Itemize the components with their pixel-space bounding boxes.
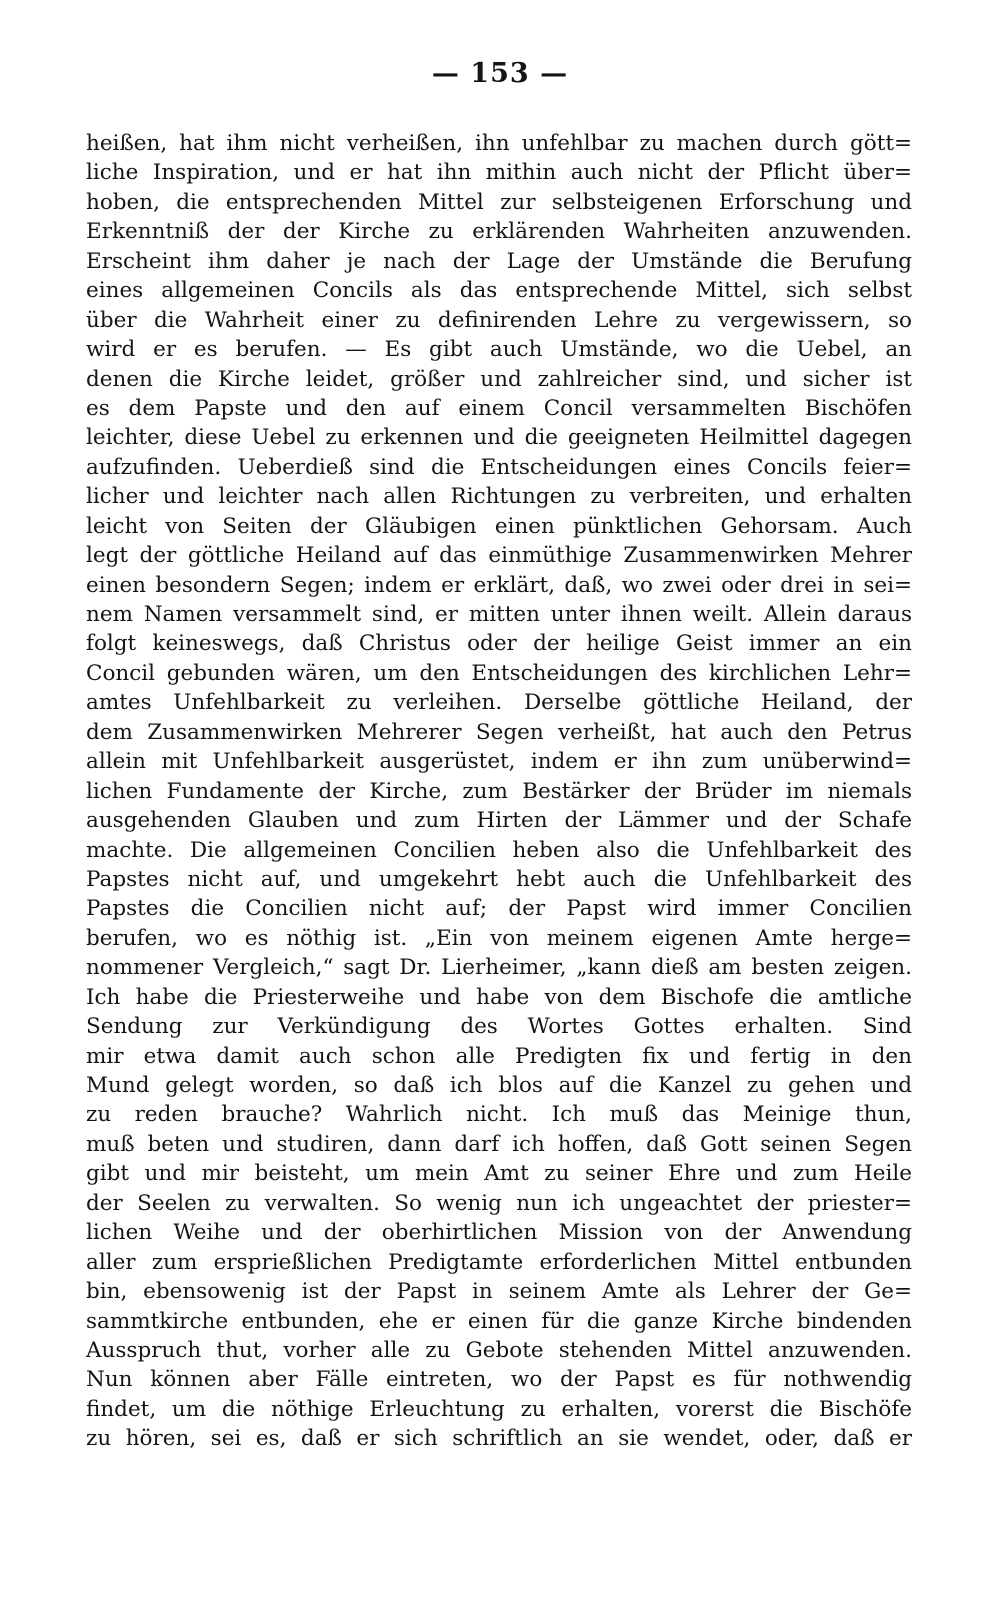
text-line: Ausspruch thut, vorher alle zu Gebote stehenden Mittel anzuwenden.: [86, 1337, 912, 1363]
text-line: eines allgemeinen Concils als das entsprechende Mittel, sich selbst: [86, 278, 912, 304]
text-line: zu reden brauche? Wahrlich nicht. Ich muß das Meinige thun,: [86, 1102, 912, 1128]
text-line: lichen Weihe und der oberhirtlichen Mission von der Anwendung: [86, 1220, 912, 1246]
text-line: nommener Vergleich,“ sagt Dr. Lierheimer, „kann dieß am besten zeigen.: [86, 955, 912, 981]
text-line: wird er es berufen. — Es gibt auch Umstände, wo die Uebel, an: [86, 337, 912, 363]
text-line: muß beten und studiren, dann darf ich hoffen, daß Gott seinen Segen: [86, 1131, 912, 1157]
text-line: allein mit Unfehlbarkeit ausgerüstet, indem er ihn zum unüberwind=: [86, 749, 912, 775]
text-line: lichen Fundamente der Kirche, zum Bestärker der Brüder im niemals: [86, 778, 912, 804]
text-line: licher und leichter nach allen Richtungen zu verbreiten, und erhalten: [86, 484, 912, 510]
text-line: hoben, die entsprechenden Mittel zur selbsteigenen Erforschung und: [86, 189, 912, 215]
body-text: [86, 129, 912, 1454]
text-line: mir etwa damit auch schon alle Predigten fix und fertig in den: [86, 1043, 912, 1069]
text-line: Concil gebunden wären, um den Entscheidungen des kirchlichen Lehr=: [86, 660, 912, 686]
text-line: es dem Papste und den auf einem Concil versammelten Bischöfen: [86, 395, 912, 421]
text-line: leicht von Seiten der Gläubigen einen pünktlichen Gehorsam. Auch: [86, 513, 912, 539]
text-line: heißen, hat ihm nicht verheißen, ihn unfehlbar zu machen durch gött=: [86, 131, 912, 156]
text-line: amtes Unfehlbarkeit zu verleihen. Derselbe göttliche Heiland, der: [86, 690, 912, 716]
text-line: aufzufinden. Ueberdieß sind die Entscheidungen eines Concils feier=: [86, 454, 912, 480]
text-line: berufen, wo es nöthig ist. „Ein von meinem eigenen Amte herge=: [86, 925, 912, 951]
text-line: machte. Die allgemeinen Concilien heben also die Unfehlbarkeit des: [86, 837, 912, 863]
text-line: sammtkirche entbunden, ehe er einen für die ganze Kirche bindenden: [86, 1308, 912, 1334]
text-line: aller zum ersprießlichen Predigtamte erforderlichen Mittel entbunden: [86, 1249, 912, 1275]
text-line: Erkenntniß der der Kirche zu erklärenden Wahrheiten anzuwenden.: [86, 219, 912, 245]
text-line: folgt keineswegs, daß Christus oder der heilige Geist immer an ein: [86, 631, 912, 657]
text-line: der Seelen zu verwalten. So wenig nun ich ungeachtet der priester=: [86, 1190, 912, 1216]
text-line: Sendung zur Verkündigung des Wortes Gottes erhalten. Sind: [86, 1014, 912, 1040]
page-number: — 153 —: [431, 58, 569, 89]
text-line: bin, ebensowenig ist der Papst in seinem Amte als Lehrer der Ge=: [86, 1279, 912, 1305]
text-line: einen besondern Segen; indem er erklärt, daß, wo zwei oder drei in sei=: [86, 572, 912, 598]
text-line: nem Namen versammelt sind, er mitten unter ihnen weilt. Allein daraus: [86, 602, 912, 627]
text-line: liche Inspiration, und er hat ihn mithin auch nicht der Pflicht über=: [86, 160, 912, 186]
text-line: ausgehenden Glauben und zum Hirten der Lämmer und der Schafe: [86, 808, 912, 834]
text-line: Ich habe die Priesterweihe und habe von dem Bischofe die amtliche: [86, 984, 912, 1010]
text-line: denen die Kirche leidet, größer und zahlreicher sind, und sicher ist: [86, 366, 912, 392]
text-line: gibt und mir beisteht, um mein Amt zu seiner Ehre und zum Heile: [86, 1161, 912, 1187]
text-line: über die Wahrheit einer zu definirenden Lehre zu vergewissern, so: [86, 307, 912, 333]
text-line: legt der göttliche Heiland auf das einmüthige Zusammenwirken Mehrer: [86, 543, 912, 569]
text-line: Papstes nicht auf, und umgekehrt hebt auch die Unfehlbarkeit des: [86, 866, 912, 892]
text-line: leichter, diese Uebel zu erkennen und die geeigneten Heilmittel dagegen: [86, 425, 912, 451]
text-line: dem Zusammenwirken Mehrerer Segen verheißt, hat auch den Petrus: [86, 719, 912, 745]
text-line: Erscheint ihm daher je nach der Lage der Umstände die Berufung: [86, 248, 912, 274]
text-line: Nun können aber Fälle eintreten, wo der Papst es für nothwendig: [86, 1367, 912, 1393]
text-line: Mund gelegt worden, so daß ich blos auf die Kanzel zu gehen und: [86, 1073, 912, 1098]
text-line: findet, um die nöthige Erleuchtung zu erhalten, vorerst die Bischöfe: [86, 1396, 912, 1422]
text-line: Papstes die Concilien nicht auf; der Papst wird immer Concilien: [86, 896, 912, 922]
text-line: zu hören, sei es, daß er sich schriftlich an sie wendet, oder, daß er: [86, 1426, 912, 1452]
